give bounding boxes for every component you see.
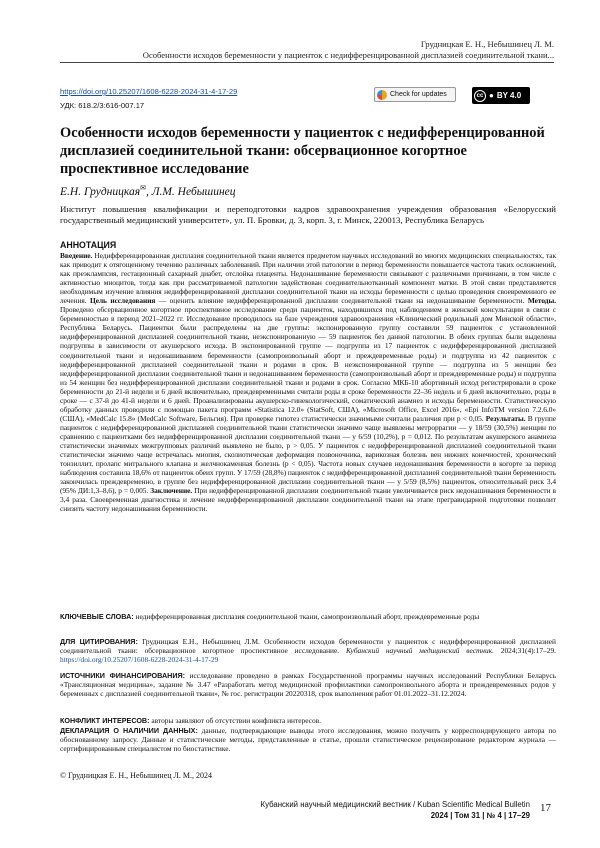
authors-line: Е.Н. Грудницкая✉, Л.М. Небышинец [60,184,236,198]
envelope-icon[interactable]: ✉ [140,184,146,192]
conflict-of-interest: КОНФЛИКТ ИНТЕРЕСОВ: авторы заявляют об отсутствии конфликта интересов. [60,716,321,725]
keywords: КЛЮЧЕВЫЕ СЛОВА: недифференцированная дисплазия соединительной ткани, самопроизвольный аборт, преждевременные роды [60,612,480,621]
citation-doi-link[interactable]: https://doi.org/10.25207/1608-6228-2024-31-4-17-29 [60,655,219,665]
author-1: Е.Н. Грудницкая [60,185,141,198]
author-2: Л.М. Небышинец [151,185,236,198]
cc-license-badge[interactable] [472,87,530,104]
running-head-rule [60,62,554,63]
running-head-authors: Грудницкая Е. Н., Небышинец Л. М. [420,39,554,49]
check-for-updates-label: Check for updates [390,91,447,98]
license-label: BY 4.0 [496,91,522,100]
person-icon: ● [489,91,494,100]
data-availability: ДЕКЛАРАЦИЯ О НАЛИЧИИ ДАННЫХ: данные, подтверждающие выводы этого исследования, можно получить у корреспондирующего автора по обоснованному запросу. Данные и статистические методы, представленные в статье, прошли статистическое рецензирование редактором журнала — сертифицированным специалистом по биостатистике. [60,726,556,754]
abstract-body: Введение. Недифференцированная дисплазия соединительной ткани является предметом научных исследований во многих медицинских специальностях, так как приводит к отягощенному течению различных заболеваний. При наличии этой патологии в период беременности повышается частота таких осложнений, как преэклампсия, гестационный сахарный диабет, отслойка плаценты. Недонашивание беременности связывают с различными причинами, в том числе с активностью миоцитов, тогда как при рассматриваемой патологии задействован соединительнотканный компонент матки. В этой связи представляется необходимым изучение влияния недифференцированной дисплазии соединительной ткани на исходы беременности с целью проведения своевременного ее лечения. Цель исследования — оценить влияние недифференцированной дисплазии соединительной ткани на недонашивание беременности. Методы. Проведено обсервационное когортное проспективное исследование среди пациенток, находившихся под наблюдением в женской консультации в связи с беременностью в период 2021–2022 гг. Исследование проводилось на базе учреждения здравоохранения «Клинический родильный дом Минской области», Республика Беларусь. Пациентки были распределены на две группы: экспонированную группу составили 59 пациенток с установленной недифференцированной дисплазией соединительной ткани, неэкспонированную — 59 пациенток без данной патологии. В обеих группах были выделены подгруппы в зависимости от акушерского исхода. В экспонированной группе — подгруппа из 17 пациенток с недифференцированной дисплазией соединительной ткани и недонашиванием беременности (самопроизвольный аборт и преждевременные роды) и подгруппа из 42 пациенток с недифференцированной дисплазией соединительной ткани и родами в срок. В неэкспонированной группе — подгруппа из 5 женщин без недифференцированной дисплазии соединительной ткани и недонашиванием беременности (самопроизвольный аборт и преждевременные роды) и подгруппа из 54 женщин без недифференцированной дисплазии соединительной ткани и родами в срок. Согласно МКБ-10 абортивный исход регистрировали в сроке беременности до 21-й недели и 6 дней включительно, преждевременными считали роды в сроке беременности 22–36 недель и 6 дней включительно, роды в сроке — с 37-й до 41-й недели и 6 дней. Проанализированы акушерско-гинекологический, соматический анамнез и исходы беременности. Статистическую обработку данных проводили с помощью пакета программ «Statistica 12.0» (StatSoft, США), «Microsoft Office, Excel 2016», «Epi InfoTM version 7.2.6.0» (США), «MedCalc 15.8» (MedCalc Software, Бельгия). При проверке гипотез статистически значимыми считали различия при p < 0,05. Результаты. В группе пациенток с недифференцированной дисплазией соединительной ткани статистически значимо чаще выявлены метроррагии — у 18/59 (30,5%) женщин по сравнению с пациентками без недифференцированной дисплазии соединительной ткани — у 6/59 (10,2%), p = 0,012. По результатам акушерского анамнеза статистически значимых межгрупповых различий выявлено не было, p > 0,05. У пациенток с недифференцированной дисплазией соединительной ткани статистически значимо чаще встречалась миопия, сколиотическая деформация позвоночника, варикозная болезнь вен нижних конечностей, хронический тонзиллит, пролапс митрального клапана и желчнокаменная болезнь (p < 0,05). Частота новых случаев недонашивания беременности в когорте за период наблюдения составила 18,6% от пациенток обеих групп. У 17/59 (28,8%) пациенток с недифференцированной дисплазией соединительной ткани беременность закончилась преждевременно, в группе без недифференцированной дисплазии соединительной ткани — у 5/59 (8,5%) пациенток, относительный риск 3,4 (95% ДИ:1,3–8,6), p = 0,005. Заключение. При недифференцированной дисплазии соединительной ткани увеличивается риск недонашивания беременности в 3,4 раза. Своевременная диагностика и лечение недифференцированной дисплазии соединительной ткани на этапе прегравидарной подготовки позволит снизить частоту недонашивания беременности. [60,251,556,514]
udk-code: УДК: 618.2/3:616-007.17 [60,101,145,110]
cc-icon: cc [474,90,486,102]
citation: ДЛЯ ЦИТИРОВАНИЯ: Грудницкая Е.Н., Небышинец Л.М. Особенности исходов беременности у пациенток с недифференцированной дисплазией соединительной ткани: обсервационное когортное проспективное исследование. Кубанский научный медицинский вестник. 2024;31(4):17–29. https://doi.org/10.25207/1608-6228-2024-31-4-17-29 [60,637,557,665]
page-number: 17 [540,802,551,814]
doi-link[interactable]: https://doi.org/10.25207/1608-6228-2024-31-4-17-29 [60,87,238,96]
funding: ИСТОЧНИКИ ФИНАНСИРОВАНИЯ: исследование проведено в рамках Государственной программы научных исследований Республики Беларусь «Трансляционная медицина», задание № 3.47 «Разработать метод медицинской профилактики самопроизвольного аборта и преждевременных родов у беременных с дисплазией соединительной ткани», № гос. регистрации 20220318, срок выполнения работ 01.01.2022–31.12.2024. [60,671,556,699]
crossmark-icon [377,90,387,100]
journal-issue: 2024 | Том 31 | № 4 | 17–29 [430,810,530,820]
doi-row [60,87,556,117]
check-for-updates-badge[interactable] [374,87,456,102]
journal-name: Кубанский научный медицинский вестник / Kuban Scientific Medical Bulletin [260,800,530,809]
affiliation: Институт повышения квалификации и переподготовки кадров здравоохранения учреждения образования «Белорусский государственный медицинский университет», ул. П. Бровки, д. 3, корп. 3, г. Минск, 220013, Республика Беларусь [60,204,556,225]
article-title: Особенности исходов беременности у пациенток с недифференцированной дисплазией соединительной ткани: обсервационное когортное проспективное исследование [60,125,545,177]
abstract-heading: АННОТАЦИЯ [60,240,117,250]
running-head [60,39,554,63]
journal-footer [261,800,530,821]
running-head-title: Особенности исходов беременности у пациенток с недифференцированной дисплазией соединительной ткани... [142,49,554,60]
copyright: © Грудницкая Е. Н., Небышинец Л. М., 2024 [60,771,213,780]
